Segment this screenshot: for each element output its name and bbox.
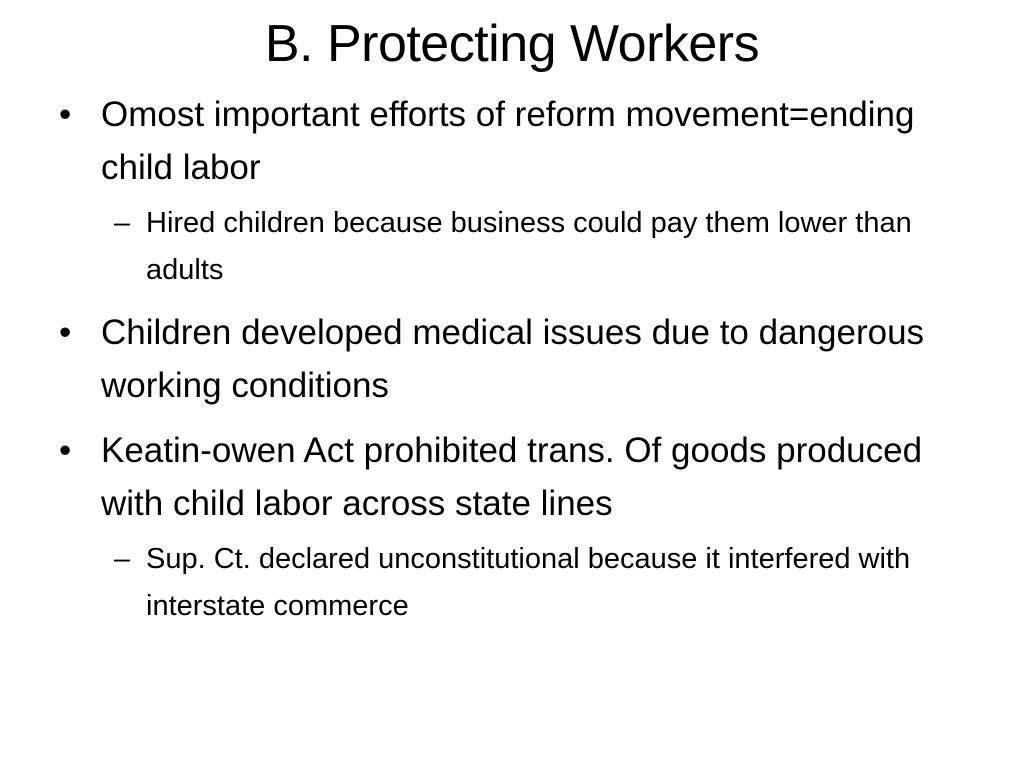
slide-title: B. Protecting Workers (264, 15, 760, 73)
dash-icon: – (114, 543, 131, 575)
dash-icon: – (114, 207, 131, 239)
sub-bullet-item (56, 536, 956, 630)
slide-content (56, 88, 956, 642)
sub-bullet-item (56, 200, 956, 294)
sub-bullet-text: Hired children because business could pay them lower than adults (146, 207, 912, 286)
bullet-icon: • (59, 431, 72, 470)
sub-bullet-text: Sup. Ct. declared unconstitutional because it interfered with interstate commerce (146, 543, 911, 622)
bullet-item (56, 306, 956, 412)
bullet-icon: • (59, 95, 72, 134)
bullet-icon: • (59, 313, 72, 352)
bullet-text: Omost important efforts of reform movement=ending child labor (101, 95, 915, 187)
bullet-text: Keatin-owen Act prohibited trans. Of goods produced with child labor across state lines (101, 431, 923, 523)
bullet-item (56, 88, 956, 194)
bullet-item (56, 424, 956, 530)
bullet-text: Children developed medical issues due to dangerous working conditions (101, 313, 925, 405)
